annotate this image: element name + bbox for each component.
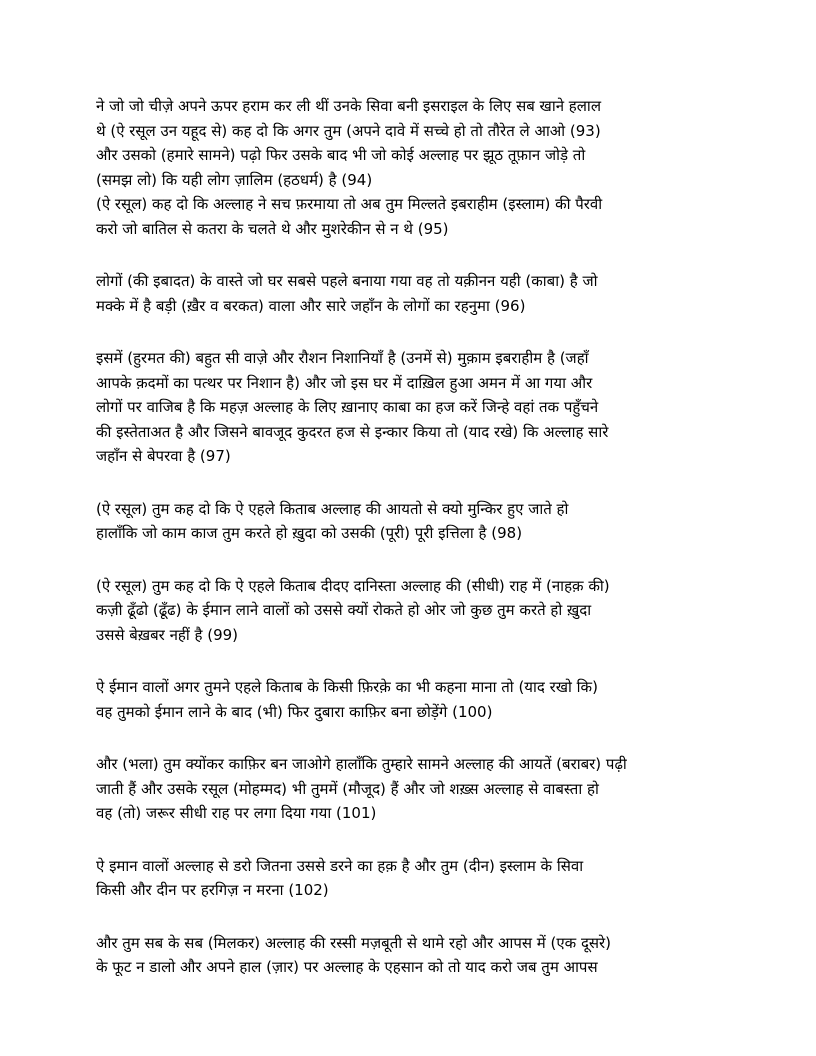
paragraph bbox=[96, 94, 720, 192]
paragraph bbox=[96, 931, 720, 980]
text-line: लोगों पर वाजिब है कि महज़ अल्लाह के लिए ख़ानाए काबा का हज करें जिन्हे वहां तक पहुँचने bbox=[96, 398, 599, 416]
text-line: आपके क़दमों का पत्थर पर निशान है) और जो इस घर में दाख़िल हुआ अमन में आ गया और bbox=[96, 373, 593, 392]
text-line: वह तुमको ईमान लाने के बाद (भी) फिर दुबारा काफ़िर बना छोड़ेंगे (100) bbox=[96, 702, 493, 721]
paragraph bbox=[96, 269, 720, 318]
paragraph bbox=[96, 497, 720, 546]
paragraph bbox=[96, 346, 720, 469]
text-line: ने जो जो चीज़े अपने ऊपर हराम कर ली थीं उनके सिवा बनी इसराइल के लिए सब खाने हलाल bbox=[96, 97, 601, 115]
text-line: ऐ इमान वालों अल्लाह से डरो जितना उससे डरने का हक़ है और तुम (दीन) इस्लाम के सिवा bbox=[96, 856, 584, 875]
text-line: करो जो बातिल से कतरा के चलते थे और मुशरेकीन से न थे (95) bbox=[96, 219, 449, 238]
paragraph bbox=[96, 854, 720, 903]
text-line: कज़ी ढूँढो (ढूँढ) के ईमान लाने वालों को उससे क्यों रोकते हो ओर जो कुछ तुम करते हो ख़ुदा bbox=[96, 601, 592, 619]
text-line: और तुम सब के सब (मिलकर) अल्लाह की रस्सी मज़बूती से थामे रहो और आपस में (एक दूसरे) bbox=[96, 933, 612, 952]
document-page bbox=[96, 94, 720, 1008]
text-line: किसी और दीन पर हरगिज़ न मरना (102) bbox=[96, 881, 329, 899]
text-line: थे (ऐ रसूल उन यहूद से) कह दो कि अगर तुम (अपने दावे में सच्चे हो तो तौरेत ले आओ (93) bbox=[96, 121, 601, 140]
text-line: (ऐ रसूल) तुम कह दो कि ऐ एहले किताब अल्लाह की आयतो से क्यो मुन्किर हुए जाते हो bbox=[96, 499, 569, 518]
text-line: (समझ लो) कि यही लोग ज़ालिम (हठधर्म) है (94) bbox=[96, 170, 373, 189]
text-line: जहाँन से बेपरवा है (97) bbox=[96, 447, 231, 465]
text-line: और (भला) तुम क्योंकर काफ़िर बन जाओगे हालाँकि तुम्हारे सामने अल्लाह की आयतें (बराबर) पढ़ी bbox=[96, 755, 627, 773]
text-line: मक्के में है बड़ी (ख़ैर व बरकत) वाला और सारे जहाँन के लोगों का रहनुमा (96) bbox=[96, 296, 526, 315]
text-line: ऐ ईमान वालों अगर तुमने एहले किताब के किसी फ़िरक़े का भी कहना माना तो (याद रखो कि) bbox=[96, 678, 598, 696]
text-line: जाती हैं और उसके रसूल (मोहम्मद) भी तुममें (मौजूद) हैं और जो शख़्स अल्लाह से वाबस्ता हो bbox=[96, 779, 599, 798]
paragraph bbox=[96, 574, 720, 648]
text-line: (ऐ रसूल) कह दो कि अल्लाह ने सच फ़रमाया तो अब तुम मिल्लते इबराहीम (इस्लाम) की पैरवी bbox=[96, 195, 603, 213]
text-line: लोगों (की इबादत) के वास्ते जो घर सबसे पहले बनाया गया वह तो यक़ीनन यही (काबा) है जो bbox=[96, 272, 598, 290]
text-line: की इस्तेताअत है और जिसने बावजूद कुदरत हज से इन्कार किया तो (याद रखे) कि अल्लाह सारे bbox=[96, 422, 609, 441]
text-line: के फूट न डालो और अपने हाल (ज़ार) पर अल्लाह के एहसान को तो याद करो जब तुम आपस bbox=[96, 958, 598, 976]
text-line: उससे बेख़बर नहीं है (99) bbox=[96, 625, 239, 644]
paragraph bbox=[96, 752, 720, 826]
text-line: (ऐ रसूल) तुम कह दो कि ऐ एहले किताब दीदए दानिस्ता अल्लाह की (सीधी) राह में (नाहक़ की) bbox=[96, 576, 610, 595]
text-line: और उसको (हमारे सामने) पढ़ो फिर उसके बाद भी जो कोई अल्लाह पर झूठ तूफ़ान जोड़े तो bbox=[96, 146, 586, 164]
text-line: इसमें (हुरमत की) बहुत सी वाज़े और रौशन निशानियाँ है (उनमें से) मुक़ाम इबराहीम है (जहाँ bbox=[96, 349, 589, 367]
text-line: वह (तो) जरूर सीधी राह पर लगा दिया गया (101) bbox=[96, 804, 377, 822]
text-line: हालाँकि जो काम काज तुम करते हो ख़ुदा को उसकी (पूरी) पूरी इत्तिला है (98) bbox=[96, 524, 523, 542]
paragraph bbox=[96, 675, 720, 724]
paragraph bbox=[96, 192, 720, 241]
